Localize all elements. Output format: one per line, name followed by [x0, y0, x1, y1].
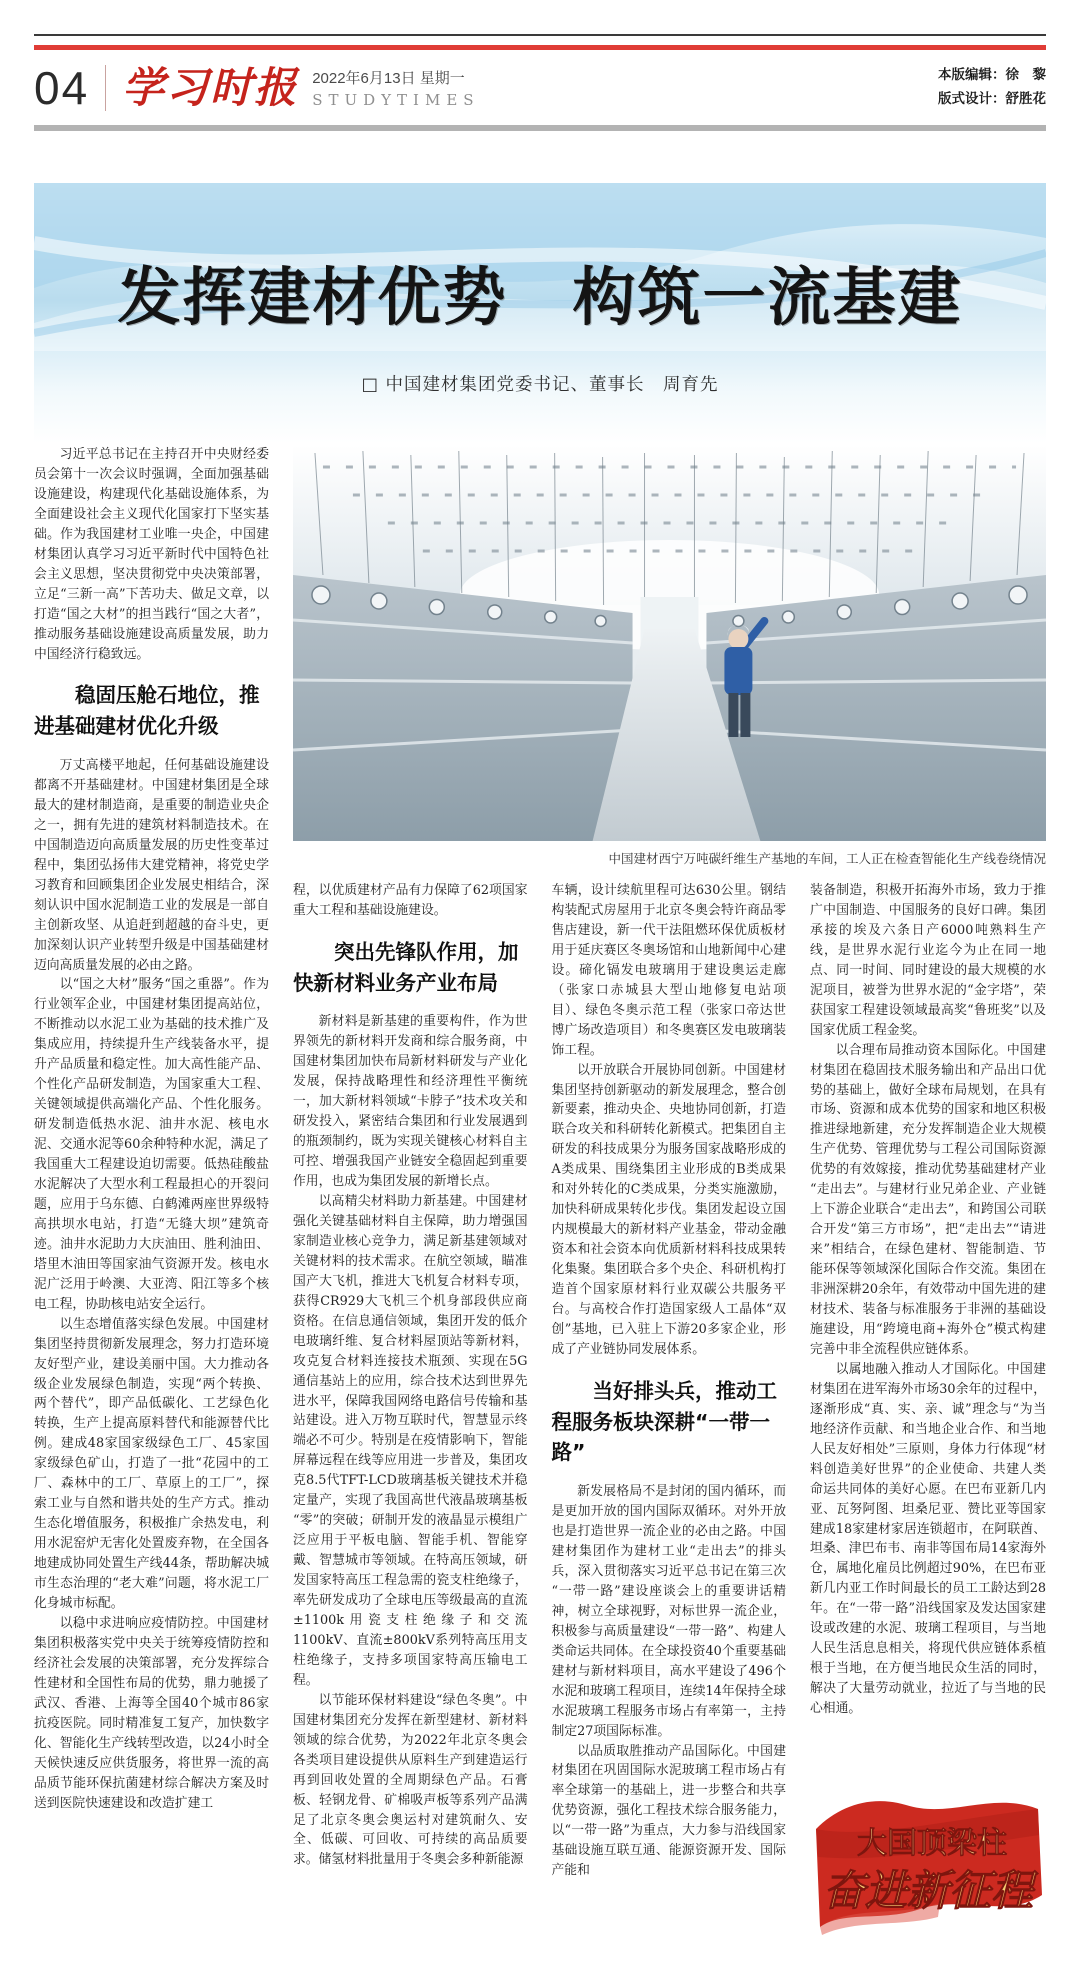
newspaper-logo: 学习时报	[122, 63, 299, 112]
photo-caption: 中国建材西宁万吨碳纤维生产基地的车间，工人正在检查智能化生产线卷绕情况	[608, 851, 1046, 866]
editor-line: 本版编辑：徐 黎	[938, 67, 1046, 84]
newspaper-latin-name: STUDYTIMES	[312, 91, 480, 109]
headline-banner	[34, 183, 1046, 351]
editor-credits	[938, 64, 1046, 111]
paragraph: 以属地融入推动人才国际化。中国建材集团在进军海外市场30余年的过程中，逐渐形成“真、实、亲、诚”理念与“为当地经济作贡献、和当地企业合作、和当地人民友好相处”三原则，身体力行体现“材料创造美好世界”的企业使命、共建人类命运共同体的美好心愿。在巴布亚新几内亚、瓦努阿图、坦桑尼亚、赞比亚等国家建成18家建材家居连锁超市，在阿联酋、坦桑、津巴布韦、南非等国布局14家海外仓，属地化雇员比例超过90%，在巴布亚新几内亚工作时间最长的员工工龄达到28年。在“一带一路”沿线国家及发达国家建设或改建的水泥、玻璃工程项目，与当地人民生活息息相关，将现代供应链体系植根于当地，在方便当地民众生活的同时，解决了大量劳动就业，拉近了与当地的民心相通。	[810, 1361, 1046, 1717]
issue-date: 2022年6月13日 星期一	[312, 70, 465, 87]
main-headline: 发挥建材优势 构筑一流基建	[117, 260, 963, 334]
byline-strip	[34, 351, 1046, 443]
article-photo	[293, 445, 1046, 841]
factory-photo-illustration	[293, 445, 1046, 841]
flag-slogan-line2: 奋进新征程	[822, 1866, 1034, 1915]
top-rule	[34, 34, 1046, 36]
paragraph: 以品质取胜推动产品国际化。中国建材集团在巩固国际水泥玻璃工程市场占有率全球第一的基础上，进一步整合和共享优势资源，强化工程技术综合服务能力，以“一带一路”为重点，大力参与沿线国家基础设施互联互通、能源资源开发、国际产能和	[551, 1743, 786, 1879]
paragraph: 以“国之大材”服务“国之重器”。作为行业领军企业，中国建材集团提高站位，不断推动以水泥工业为基础的技术推广及集成应用，持续提升生产线装备水平，提升产品质量和稳定性。加大高性能产品、个性化产品研发制造，为国家重大工程、关键领域提供高端化产品、个性化服务。研发制造低热水泥、油井水泥、核电水泥、交通水泥等60余种特种水泥，满足了我国重大工程建设迫切需要。低热硅酸盐水泥解决了大型水利工程最担心的开裂问题，应用于乌东德、白鹤滩两座世界级特高拱坝水电站，打造“无缝大坝”建筑奇迹。油井水泥助力大庆油田、胜利油田、塔里木油田等国家油气资源开发。核电水泥广泛用于岭澳、大亚湾、阳江等多个核电工程，协助核电站安全运行。	[34, 977, 269, 1312]
paragraph: 以生态增值落实绿色发展。中国建材集团坚持贯彻新发展理念，努力打造环境友好型产业，建设美丽中国。大力推动各级企业发展绿色制造，实现“两个转换、两个替代”，即产品低碳化、工艺绿色化转换，生产上提高原料替代和能源替代比例。建成48家国家级绿色工厂、45家国家级绿色矿山，打造了一批“花园中的工厂、森林中的工厂、草原上的工厂”，探索工业与自然和谐共处的生产方式。推动生态化增值服务，积极推广余热发电，利用水泥窑炉无害化处置废弃物，在全国各地建成协同处置生产线44条，帮助解决城市生态治理的“老大难”问题，将水泥工厂化身城市标配。	[34, 1316, 269, 1612]
paragraph: 习近平总书记在主持召开中央财经委员会第十一次会议时强调，全面加强基础设施建设，构建现代化基础设施体系，为全面建设社会主义现代化国家打下坚实基础。作为我国建材工业唯一央企，中国建材集团认真学习习近平新时代中国特色社会主义思想，坚决贯彻党中央决策部署，立足“三新一高”下苦功夫、做足文章，以打造“国之大材”的担当践行“国之大者”，推动服务基础设施建设高质量发展，助力中国经济行稳致远。	[34, 447, 269, 662]
column-2	[293, 881, 528, 1945]
red-flag-art	[810, 1777, 1046, 1945]
photo-and-columns	[293, 445, 1046, 1945]
designer-line: 版式设计：舒胜花	[938, 91, 1046, 107]
paragraph: 以稳中求进响应疫情防控。中国建材集团积极落实党中央关于统筹疫情防控和经济社会发展的决策部署，充分发挥综合性建材和全国性布局的优势，鼎力驰援了武汉、香港、上海等全国40个城市86家抗疫医院。同时精准复工复产，加快数字化、智能化生产线转型改造，以24小时全天候快速反应供货服务，将世界一流的高品质节能环保抗菌建材综合解决方案及时送到医院快速建设和改造扩建工	[34, 1615, 269, 1811]
paragraph: 万丈高楼平地起，任何基础设施建设都离不开基础建材。中国建材集团是全球最大的建材制造商，是重要的制造业央企之一，拥有先进的建筑材料制造技术。在中国制造迈向高质量发展的历史性变革过程中，集团弘扬伟大建党精神，将党史学习教育和回顾集团企业发展史相结合，深刻认识中国水泥制造工业的发展是一部自主创新攻坚、从追赶到超越的奋斗史，更加深刻认识产业转型升级是中国基础建材迈向高质量发展的必由之路。	[34, 757, 269, 973]
paragraph: 以合理布局推动资本国际化。中国建材集团在稳固技术服务输出和产品出口优势的基础上，做好全球布局规划，在具有市场、资源和成本优势的国家和地区积极推进绿地新建，充分发挥制造企业大规模生产优势、管理优势与工程公司国际资源优势的有效嫁接，推动优势基础建材产业“走出去”。与建材行业兄弟企业、产业链上下游企业联合“走出去”，和跨国公司联合开发“第三方市场”，把“走出去”“请进来”相结合，在绿色建材、智能制造、节能环保等领域深化国际合作交流。集团在非洲深耕20余年，有效带动中国先进的建材技术、装备与标准服务于非洲的基础设施建设，用“跨境电商+海外仓”模式构建完善中非全流程供应链体系。	[810, 1042, 1046, 1357]
paragraph: 装备制造，积极开拓海外市场，致力于推广中国制造、中国服务的良好口碑。集团承接的埃及六条日产6000吨熟料生产线，是世界水泥行业迄今为止在同一地点、同一时间、同时建设的最大规模的水泥项目，被誉为世界水泥的“金字塔”，荣获国家工程建设领域最高奖“鲁班奖”以及国家优质工程金奖。	[810, 883, 1046, 1038]
lower-columns	[293, 881, 1046, 1945]
paragraph: 新材料是新基建的重要构件，作为世界领先的新材料开发商和综合服务商，中国建材集团加快布局新材料研发与产业化发展，保持战略理性和经济理性平衡统一，加大新材料领域“卡脖子”技术攻关和研发投入，紧密结合集团和行业发展遇到的瓶颈制约，既为实现关键核心材料自主可控、增强我国产业链安全稳固起到重要作用，也成为集团发展的新增长点。	[293, 1014, 528, 1190]
gray-rule	[34, 125, 1046, 131]
flag-graphic	[810, 1763, 1046, 1945]
date-block	[312, 67, 479, 109]
column-3	[552, 881, 787, 1945]
paragraph: 以节能环保材料建设“绿色冬奥”。中国建材集团充分发挥在新型建材、新材料领域的综合优势，为2022年北京冬奥会各类项目建设提供从原料生产到建造运行再到回收处置的全周期绿色产品。石膏板、轻钢龙骨、矿棉吸声板等系列产品满足了北京冬奥会奥运村对建筑耐久、安全、低碳、可回收、可持续的高品质要求。储氢材料批量用于冬奥会多种新能源	[293, 1692, 528, 1868]
section-subhead: 当好排头兵，推动工程服务板块深耕“一带一路”	[551, 1378, 777, 1465]
paragraph: 以高精尖材料助力新基建。中国建材强化关键基础材料自主保障，助力增强国家制造业核心竞争力，满足新基建领域对关键材料的技术需求。在航空领域，瞄准国产大飞机，推进大飞机复合材料专项，获得CR929大飞机三个机身部段供应商资格。在信息通信领域，集团开发的低介电玻璃纤维、复合材料屋顶站等新材料，攻克复合材料连接技术瓶颈、实现在5G通信基站上的应用，综合技术达到世界先进水平，保障我国网络电路信号传输和基站建设。进入万物互联时代，智慧显示终端必不可少。特别是在疫情影响下，智能屏幕远程在线等应用进一步普及，集团攻克8.5代TFT-LCD玻璃基板关键技术并稳定量产，实现了我国高世代液晶玻璃基板“零”的突破；研制开发的液晶显示模组广泛应用于平板电脑、智能手机、智能穿戴、智慧城市等领域。在特高压领域，研发国家特高压工程急需的瓷支柱绝缘子，率先研发成功了全球电压等级最高的直流±1100k用瓷支柱绝缘子和交流1100kV、直流±800kV系列特高压用支柱绝缘子，支持多项国家特高压输电工程。	[293, 1193, 528, 1688]
column-4	[810, 881, 1046, 1945]
paragraph: 车辆，设计续航里程可达630公里。钢结构装配式房屋用于北京冬奥会特许商品零售店建设，新一代干法阻燃环保优质板材用于延庆赛区冬奥场馆和山地新闻中心建设。碲化镉发电玻璃用于建设奥运走廊（张家口赤城县大型山地修复电站项目）、绿色冬奥示范工程（张家口帝达世博广场改造项目）和冬奥赛区发电玻璃装饰工程。	[551, 883, 786, 1058]
masthead-divider	[105, 65, 106, 111]
red-rule	[34, 45, 1046, 50]
page-number: 04	[34, 62, 90, 114]
section-subhead: 突出先锋队作用，加快新材料业务产业布局	[293, 939, 519, 995]
author-byline: □ 中国建材集团党委书记、董事长 周育先	[361, 375, 719, 395]
flag-slogan-line1: 大国顶梁柱	[857, 1826, 1007, 1861]
paragraph: 新发展格局不是封闭的国内循环，而是更加开放的国内国际双循环。对外开放也是打造世界一流企业的必由之路。中国建材集团作为建材工业“走出去”的排头兵，深入贯彻落实习近平总书记在第三次“一带一路”建设座谈会上的重要讲话精神，树立全球视野，对标世界一流企业，积极参与高质量建设“一带一路”、构建人类命运共同体。在全球投资40个重要基础建材与新材料项目，高水平建设了496个水泥和玻璃工程项目，连续14年保持全球水泥玻璃工程服务市场占有率第一，主持制定27项国际标准。	[551, 1484, 786, 1739]
paragraph: 程，以优质建材产品有力保障了62项国家重大工程和基础设施建设。	[293, 883, 528, 918]
column-1	[34, 445, 269, 1945]
masthead	[34, 58, 1046, 118]
paragraph: 以开放联合开展协同创新。中国建材集团坚持创新驱动的新发展理念，整合创新要素，推动央企、央地协同创新，打造联合攻关和科研转化新模式。把集团自主研发的科技成果分为服务国家战略形成的A类成果、围绕集团主业形成的B类成果和对外转化的C类成果，分类实施激励，加快科研成果转化步伐。集团发起设立国内规模最大的新材料产业基金，带动金融资本和社会资本向优质新材料科技成果转化集聚。集团联合多个央企、科研机构打造首个国家原材料行业双碳公共服务平台。与高校合作打造国家级人工晶体“双创”基地，已入驻上下游20多家企业，形成了产业链协同发展体系。	[551, 1062, 786, 1357]
article-body	[34, 445, 1046, 1945]
section-subhead: 稳固压舱石地位，推进基础建材优化升级	[34, 683, 260, 739]
